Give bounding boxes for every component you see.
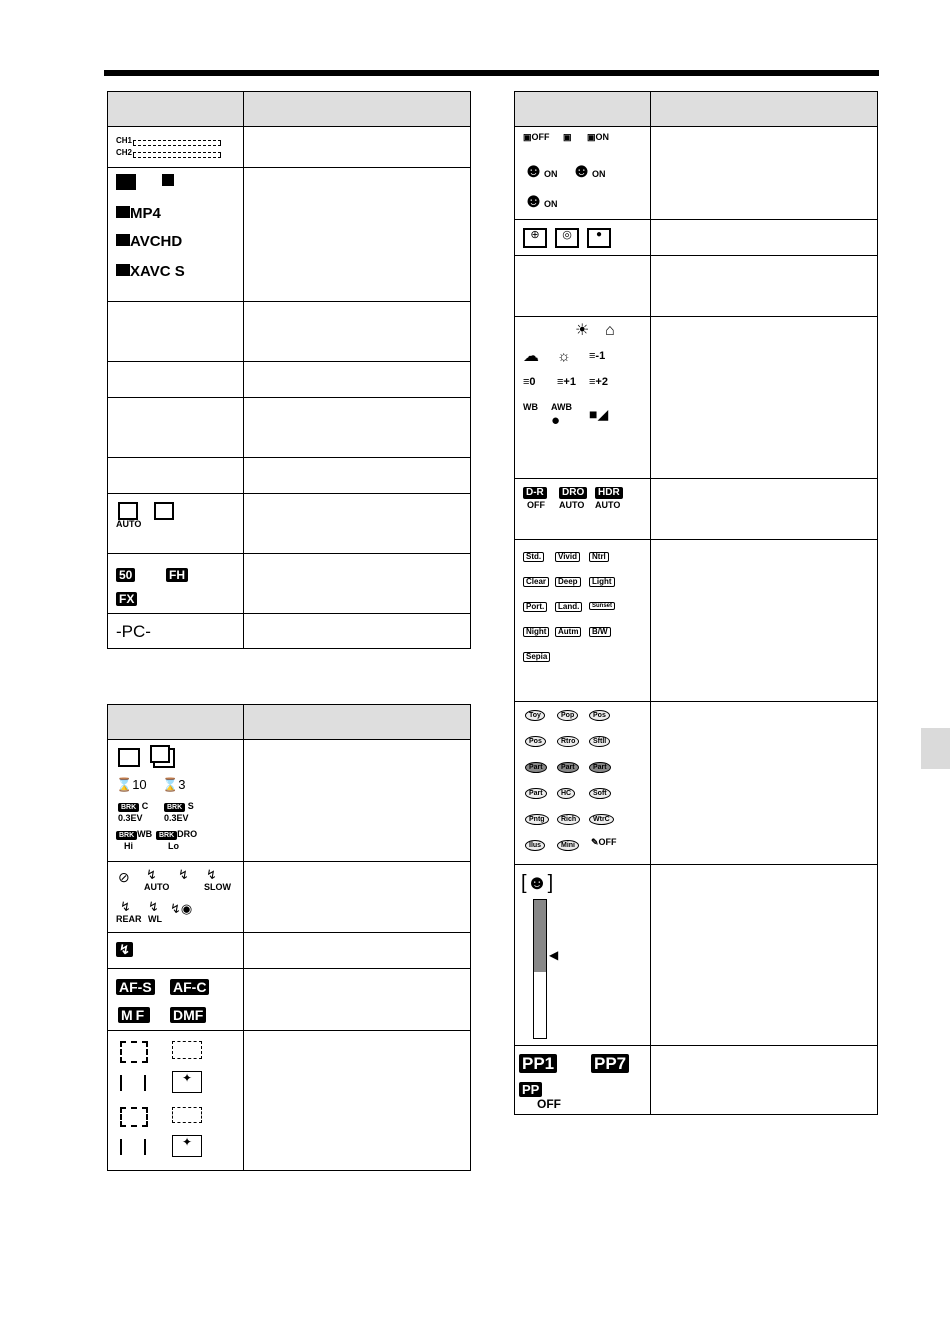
- center-icon: [120, 1075, 146, 1091]
- icon-label: BRK: [164, 803, 185, 812]
- icon-label: Autm: [555, 627, 581, 637]
- zone-icon: [172, 1041, 202, 1059]
- header-rule: [104, 70, 879, 76]
- header-indication: [651, 92, 878, 127]
- icon-label: Vivid: [555, 552, 580, 562]
- icon-label: DMF: [170, 1007, 206, 1023]
- icon-label: DRO: [177, 829, 198, 839]
- effect-off-icon: ✎OFF: [591, 837, 617, 847]
- icon-label: Part: [525, 762, 547, 773]
- fill-flash-icon: ↯: [178, 867, 189, 882]
- icon-label: REAR: [116, 914, 142, 924]
- icon-label: ON: [544, 199, 558, 209]
- cloudy-icon: ☁: [523, 348, 539, 365]
- icon-label: ON: [544, 169, 558, 179]
- header-display: [515, 92, 651, 127]
- icon-label: S: [187, 801, 194, 811]
- icon-label: AVCHD: [130, 233, 183, 250]
- shade-icon: ⌂: [605, 322, 615, 339]
- icon-label: Soft: [589, 788, 611, 799]
- icon-label: HC: [557, 788, 575, 799]
- smile-icon: ☻ON: [571, 160, 606, 182]
- icon-label: Deep: [555, 577, 581, 587]
- icon-label: Light: [589, 577, 615, 587]
- header-indication: [244, 705, 471, 740]
- icon-label: WtrC: [589, 814, 614, 825]
- play-folder-icon: [162, 174, 174, 186]
- center-meter-icon: ◎: [555, 228, 579, 248]
- smile-sensitivity-bar: [533, 899, 547, 1039]
- icon-label: HDR: [595, 487, 623, 499]
- icon-label: 0: [529, 376, 536, 388]
- icon-label: AF-C: [170, 979, 209, 995]
- icon-label: Part: [557, 762, 579, 773]
- icon-label: PP1: [519, 1054, 557, 1073]
- icon-label: BRK: [156, 831, 177, 840]
- icon-label: PP: [519, 1082, 542, 1097]
- icon-label: ON: [595, 132, 610, 142]
- continuous-icon: [150, 745, 170, 763]
- icon-label: Night: [523, 627, 549, 637]
- icon-label: OFF: [527, 500, 545, 510]
- icon-label: Clear: [523, 577, 549, 587]
- icon-label: MP4: [130, 205, 161, 222]
- smile-icon: ☻ON: [523, 160, 558, 182]
- icon-label: WL: [148, 914, 162, 924]
- icon-label: AWB: [551, 402, 572, 412]
- red-eye-icon: ↯◉: [170, 901, 193, 916]
- incandescent-icon: ☼: [557, 348, 571, 365]
- zone-lock-icon: [172, 1107, 202, 1123]
- icon-label: Rich: [557, 814, 580, 825]
- flexible-spot-icon: ✦: [172, 1071, 202, 1093]
- icon-label: Pos: [525, 736, 546, 747]
- multi-meter-icon: ⊕: [523, 228, 547, 248]
- crop-icon: [118, 502, 138, 520]
- icon-label: Part: [525, 788, 547, 799]
- icon-label: B/W: [589, 627, 611, 637]
- icon-label: Lo: [168, 841, 179, 851]
- icon-label: DRO: [559, 487, 587, 499]
- flexible-spot-lock-icon: ✦: [172, 1135, 202, 1157]
- icon-label: XAVC S: [130, 263, 185, 280]
- mp4-icon: [116, 206, 161, 221]
- icon-label: 3: [178, 777, 186, 792]
- icon-label: BRK: [118, 803, 139, 812]
- flash-charging-icon: ↯: [116, 942, 133, 957]
- flash-off-icon: ⊘: [118, 869, 130, 885]
- icon-label: 50: [116, 568, 135, 582]
- icon-label: Mini: [557, 840, 579, 851]
- icon-label: D-R: [523, 487, 547, 499]
- icon-label: Hi: [124, 841, 133, 851]
- center-lock-icon: [120, 1139, 146, 1155]
- icon-label: Ntrl: [589, 552, 609, 562]
- header-display: [108, 92, 244, 127]
- spot-meter-icon: ●: [587, 228, 611, 248]
- icon-label: Sepia: [523, 652, 550, 662]
- icon-label: +1: [563, 376, 576, 388]
- icon-table-left-1: [107, 91, 471, 649]
- icon-label: -1: [595, 350, 606, 362]
- icon-label: Port.: [523, 602, 547, 612]
- icon-label: Rtro: [557, 736, 579, 747]
- header-indication: [244, 92, 471, 127]
- icon-label: AUTO: [116, 519, 142, 529]
- icon-label: AF-S: [116, 979, 155, 995]
- smile-detection-icon: [☻]: [521, 872, 554, 894]
- icon-label: CH2: [116, 148, 133, 157]
- icon-label: Pop: [557, 710, 578, 721]
- chapter-tab: [921, 728, 950, 769]
- icon-label: C: [141, 801, 149, 811]
- single-shot-icon: [118, 748, 140, 767]
- icon-table-left-2: ⌛10 ⌛3 BRK C 0.3EV BRK S 0.3EV BRK WB Hi BRK DRO Lo ⊘ ↯ AUTO ↯ ↯ SLOW ↯ REAR ↯ WL ↯◉ ↯ AF-S AF-C MF DMF ✦ ✦: [107, 704, 471, 1171]
- header-display: [108, 705, 244, 740]
- self-timer-3-icon: ⌛3: [162, 777, 186, 792]
- icon-label: BRK: [116, 831, 137, 840]
- icon-label: AUTO: [144, 882, 170, 892]
- icon-label: Pos: [589, 710, 610, 721]
- wide-area-icon: [120, 1041, 148, 1063]
- sensitivity-indicator-icon: ◀: [549, 948, 559, 962]
- crop-icon: [154, 502, 174, 520]
- play-still-icon: [116, 174, 136, 190]
- icon-label: ON: [592, 169, 606, 179]
- icon-label: Toy: [525, 710, 545, 721]
- icon-label: WB: [523, 402, 538, 412]
- icon-label: AUTO: [595, 500, 621, 510]
- icon-label: SLOW: [204, 882, 231, 892]
- icon-label: Pntg: [525, 814, 549, 825]
- icon-label: OFF: [531, 132, 550, 142]
- icon-label: AUTO: [559, 500, 585, 510]
- underwater-icon: ●: [551, 412, 561, 429]
- icon-label: 0.3EV: [164, 813, 189, 823]
- avchd-icon: [116, 234, 182, 249]
- icon-label: Ilus: [525, 840, 545, 851]
- pc-remote-icon: -PC-: [116, 622, 151, 641]
- smile-icon: ☻ON: [523, 190, 558, 212]
- icon-label: MF: [118, 1007, 150, 1023]
- custom-wb-icon: ■◢: [589, 406, 609, 422]
- icon-label: +2: [595, 376, 608, 388]
- xavcs-icon: [116, 264, 185, 279]
- icon-label: WB: [137, 829, 153, 839]
- icon-label: FH: [166, 568, 188, 582]
- icon-label: Part: [589, 762, 611, 773]
- icon-label: Land.: [555, 602, 582, 612]
- icon-label: Sunset: [589, 602, 615, 610]
- icon-label: FX: [116, 592, 137, 606]
- icon-label: PP7: [591, 1054, 629, 1073]
- icon-label: CH1: [116, 136, 133, 145]
- daylight-icon: ☀: [575, 322, 590, 339]
- self-timer-10-icon: ⌛10: [116, 777, 147, 792]
- icon-label: OFF: [598, 837, 617, 847]
- icon-label: 0.3EV: [118, 813, 143, 823]
- icon-table-right: ▣OFF ▣ ▣ON ☻ON ☻ON ☻ON ⊕ ◎ ● ☀ ⌂ ☁ ☼ ≡-1 ≡0 ≡+1 ≡+2 WB AWB ● ■◢ D-R OFF DRO AUTO HDR AUTO Std. Vivid Ntrl Clear Deep Light Port. Land. Sunset Night Autm B/W Sepia Toy Pop Pos Pos Rtro Sftll Part Part Part Part HC Soft Pntg Rich WtrC Ilus Mini ✎OFF [☻] ◀ PP1 PP7 PP OFF: [514, 91, 878, 1115]
- icon-label: Std.: [523, 552, 544, 562]
- icon-label: 10: [132, 777, 147, 792]
- icon-label: OFF: [537, 1097, 561, 1111]
- icon-label: Sftll: [589, 736, 610, 747]
- wide-area-lock-icon: [120, 1107, 148, 1127]
